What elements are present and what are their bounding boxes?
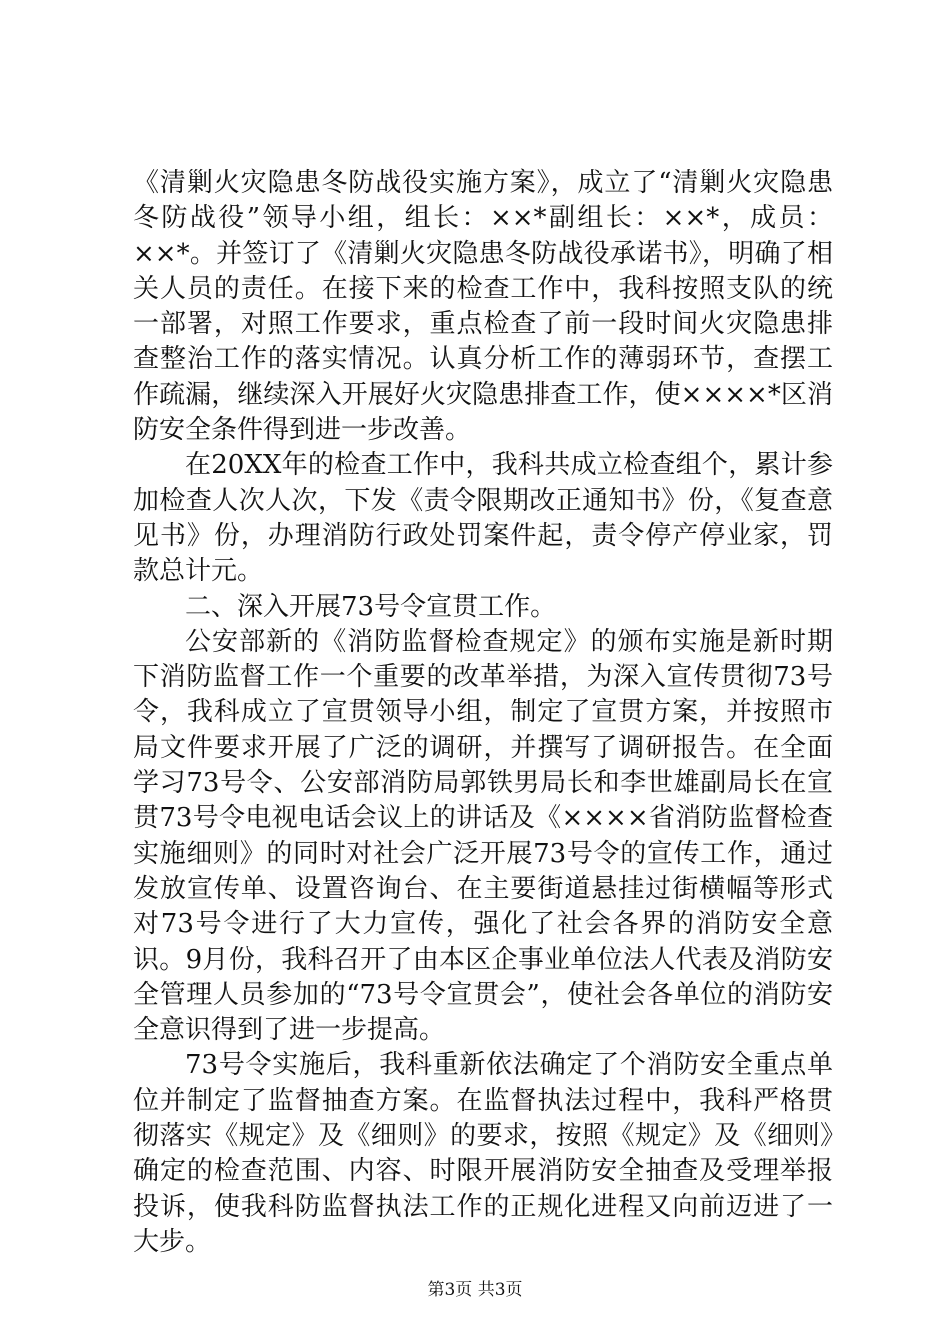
- paragraph-order-73-publicity: 公安部新的《消防监督检查规定》的颁布实施是新时期下消防监督工作一个重要的改革举措，为深入宣传贯彻73号令，我科成立了宣贯领导小组，制定了宣贯方案，并按照市局文件要求开展了广泛的调研，并撰写了调研报告。在全面学习73号令、公安部消防局郭铁男局长和李世雄副局长在宣贯73号令电视电话会议上的讲话及《××××省消防监督检查实施细则》的同时对社会广泛开展73号令的宣传工作，通过发放宣传单、设置咨询台、在主要街道悬挂过街横幅等形式对73号令进行了大力宣传，强化了社会各界的消防安全意识。9月份，我科召开了由本区企事业单位法人代表及消防安全管理人员参加的“73号令宣贯会”，使社会各单位的消防安全意识得到了进一步提高。: [133, 626, 833, 1046]
- section-heading-order-73: 二、深入开展73号令宣贯工作。: [185, 591, 557, 622]
- document-body: [133, 166, 833, 1260]
- paragraph-inspection-stats: 在20XX年的检查工作中，我科共成立检查组个，累计参加检查人次人次，下发《责令限期改正通知书》份，《复查意见书》份，办理消防行政处罚案件起，责令停产停业家，罚款总计元。: [133, 450, 833, 587]
- page-footer: [0, 1279, 950, 1301]
- paragraph-order-73-implementation: 73号令实施后，我科重新依法确定了个消防安全重点单位并制定了监督抽查方案。在监督执法过程中，我科严格贯彻落实《规定》及《细则》的要求，按照《规定》及《细则》确定的检查范围、内容、时限开展消防安全抽查及受理举报投诉，使我科防监督执法工作的正规化进程又向前迈进了一大步。: [133, 1050, 833, 1257]
- page-number: 第3页 共3页: [427, 1280, 523, 1300]
- paragraph-plan-continuation: 《清剿火灾隐患冬防战役实施方案》，成立了“清剿火灾隐患冬防战役”领导小组，组长：××*副组长：××*，成员：××*。并签订了《清剿火灾隐患冬防战役承诺书》，明确了相关人员的责任。在接下来的检查工作中，我科按照支队的统一部署，对照工作要求，重点检查了前一段时间火灾隐患排查整治工作的落实情况。认真分析工作的薄弱环节，查摆工作疏漏，继续深入开展好火灾隐患排查工作，使××××*区消防安全条件得到进一步改善。: [133, 168, 833, 446]
